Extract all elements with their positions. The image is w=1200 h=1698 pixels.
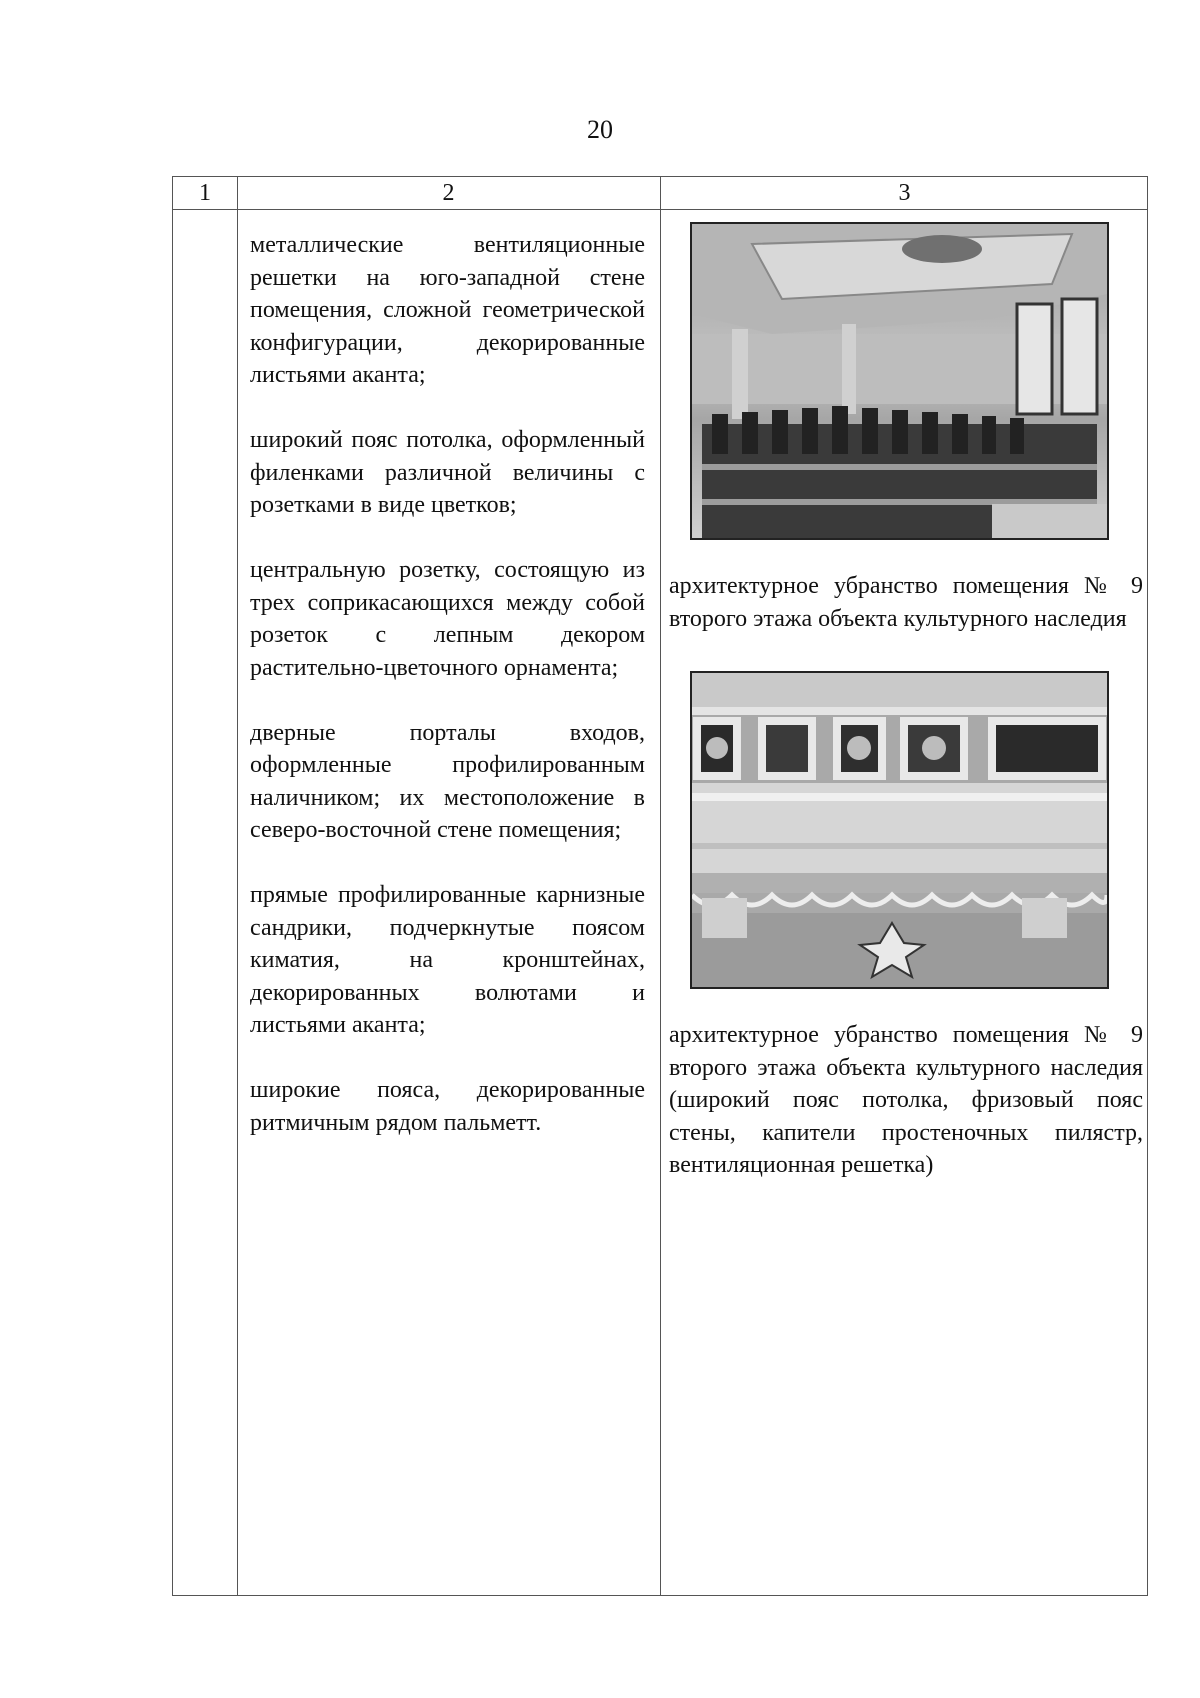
ceiling-detail-image [692, 673, 1107, 987]
hall-interior-photo [690, 222, 1109, 540]
paragraph-ceiling-belt: широкий пояс потолка, оформленный филенками различной величины с розетками в виде цветков; [250, 427, 645, 518]
ceiling-detail-photo [690, 671, 1109, 989]
page-number: 20 [587, 115, 613, 144]
paragraph-sandriks: прямые профилированные карнизные сандрики, подчеркнутые поясом киматия, на кронштейнах, декорированных волютами и листьями аканта; [250, 882, 645, 1038]
header-divider [173, 209, 1147, 210]
header-col-2: 2 [442, 180, 455, 206]
header-col-1: 1 [199, 180, 211, 206]
paragraph-ventilation-grilles: металлические вентиляционные решетки на юго-западной стене помещения, сложной геометрической конфигурации, декорированные листьями аканта; [250, 232, 645, 388]
photo-caption-2: архитектурное убранство помещения № 9 второго этажа объекта культурного наследия (широкий пояс потолка, фризовый пояс стены, капители простеночных пилястр, вентиляционная решетка) [669, 1022, 1143, 1178]
hall-interior-image [692, 224, 1107, 538]
header-col-3: 3 [898, 180, 911, 206]
column-divider-1 [237, 177, 238, 1595]
photo-caption-1: архитектурное убранство помещения № 9 второго этажа объекта культурного наследия [669, 573, 1143, 632]
photos-column [669, 222, 1143, 1182]
content-table [172, 176, 1148, 1596]
column-divider-2 [660, 177, 661, 1595]
paragraph-palmette-belts: широкие пояса, декорированные ритмичным рядом пальметт. [250, 1077, 645, 1136]
elements-description [250, 229, 645, 1139]
paragraph-central-rosette: центральную розетку, состоящую из трех соприкасающихся между собой розеток с лепным декором растительно-цветочного орнамента; [250, 557, 645, 681]
paragraph-door-portals: дверные порталы входов, оформленные профилированным наличником; их местоположение в северо-восточной стене помещения; [250, 719, 645, 843]
